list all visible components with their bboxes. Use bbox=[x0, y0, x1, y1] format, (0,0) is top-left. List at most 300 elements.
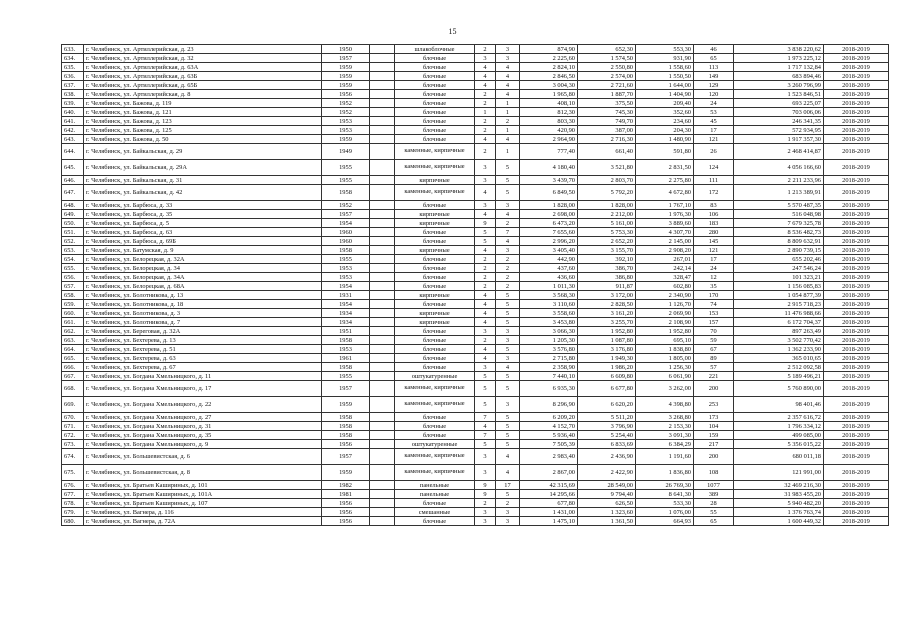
cell-residents: 149 bbox=[694, 72, 734, 81]
cell-residential-area: 2 145,00 bbox=[636, 237, 694, 246]
table-row bbox=[62, 318, 889, 327]
cell-entrances: 5 bbox=[496, 490, 520, 499]
cell-wall-material: блочные bbox=[395, 255, 475, 264]
cell-living-area: 6 609,80 bbox=[578, 372, 636, 381]
cell-cost: 680 011,18 bbox=[734, 449, 824, 465]
cell-wall-material: панельные bbox=[395, 481, 475, 490]
cell-entrances: 4 bbox=[496, 210, 520, 219]
cell-blank bbox=[370, 255, 395, 264]
cell-entrances: 4 bbox=[496, 135, 520, 144]
cell-living-area: 911,87 bbox=[578, 282, 636, 291]
cell-build-year: 1956 bbox=[322, 508, 370, 517]
cell-cost: 3 502 770,42 bbox=[734, 336, 824, 345]
cell-build-year: 1953 bbox=[322, 264, 370, 273]
cell-entrances: 3 bbox=[496, 354, 520, 363]
cell-address: г. Челябинск, ул. Барбюса, д. 5 bbox=[84, 219, 322, 228]
cell-residents: 121 bbox=[694, 135, 734, 144]
cell-living-area: 3 796,90 bbox=[578, 422, 636, 431]
cell-total-area: 1 965,80 bbox=[520, 90, 578, 99]
cell-entrances: 5 bbox=[496, 372, 520, 381]
cell-living-area: 2 212,00 bbox=[578, 210, 636, 219]
cell-total-area: 7 440,10 bbox=[520, 372, 578, 381]
cell-residents: 157 bbox=[694, 318, 734, 327]
cell-total-area: 1 431,00 bbox=[520, 508, 578, 517]
cell-build-year: 1958 bbox=[322, 185, 370, 201]
cell-floors: 1 bbox=[475, 108, 496, 117]
cell-residential-area: 3 889,60 bbox=[636, 219, 694, 228]
cell-address: г. Челябинск, ул. Богдана Хмельницкого, д. 35 bbox=[84, 431, 322, 440]
cell-cost: 1 796 334,12 bbox=[734, 422, 824, 431]
cell-row-number: 639. bbox=[62, 99, 84, 108]
table-row bbox=[62, 135, 889, 144]
cell-total-area: 1 475,10 bbox=[520, 517, 578, 526]
table-row bbox=[62, 499, 889, 508]
cell-residential-area: 695,10 bbox=[636, 336, 694, 345]
cell-build-year: 1955 bbox=[322, 372, 370, 381]
cell-wall-material: блочные bbox=[395, 273, 475, 282]
cell-row-number: 660. bbox=[62, 309, 84, 318]
cell-cost: 1 973 225,12 bbox=[734, 54, 824, 63]
cell-cost: 1 156 085,83 bbox=[734, 282, 824, 291]
cell-living-area: 2 828,50 bbox=[578, 300, 636, 309]
cell-build-year: 1954 bbox=[322, 219, 370, 228]
cell-row-number: 651. bbox=[62, 228, 84, 237]
cell-cost: 365 010,65 bbox=[734, 354, 824, 363]
cell-total-area: 1 011,30 bbox=[520, 282, 578, 291]
cell-wall-material: блочные bbox=[395, 126, 475, 135]
cell-cost: 11 476 988,66 bbox=[734, 309, 824, 318]
cell-wall-material: каменные, кирпичные bbox=[395, 185, 475, 201]
cell-address: г. Челябинск, ул. Болотникова, д. 3 bbox=[84, 309, 322, 318]
cell-floors: 3 bbox=[475, 465, 496, 481]
cell-entrances: 2 bbox=[496, 282, 520, 291]
cell-living-area: 661,40 bbox=[578, 144, 636, 160]
cell-blank bbox=[370, 282, 395, 291]
cell-total-area: 3 110,60 bbox=[520, 300, 578, 309]
cell-cost: 499 085,00 bbox=[734, 431, 824, 440]
table-row bbox=[62, 481, 889, 490]
cell-entrances: 3 bbox=[496, 508, 520, 517]
cell-floors: 2 bbox=[475, 126, 496, 135]
cell-period: 2018-2019 bbox=[824, 99, 889, 108]
cell-build-year: 1961 bbox=[322, 354, 370, 363]
cell-address: г. Челябинск, ул. Белорецкая, д. 68А bbox=[84, 282, 322, 291]
cell-residents: 129 bbox=[694, 81, 734, 90]
cell-row-number: 645. bbox=[62, 160, 84, 176]
cell-address: г. Челябинск, ул. Артиллерийская, д. 23 bbox=[84, 45, 322, 54]
cell-wall-material: блочные bbox=[395, 517, 475, 526]
cell-wall-material: каменные, кирпичные bbox=[395, 381, 475, 397]
cell-wall-material: блочные bbox=[395, 345, 475, 354]
cell-cost: 121 991,00 bbox=[734, 465, 824, 481]
cell-cost: 247 546,24 bbox=[734, 264, 824, 273]
cell-living-area: 2 422,90 bbox=[578, 465, 636, 481]
cell-residents: 28 bbox=[694, 499, 734, 508]
cell-living-area: 28 549,00 bbox=[578, 481, 636, 490]
cell-address: г. Челябинск, ул. Береговая, д. 32А bbox=[84, 327, 322, 336]
cell-total-area: 803,30 bbox=[520, 117, 578, 126]
cell-row-number: 679. bbox=[62, 508, 84, 517]
cell-living-area: 2 574,00 bbox=[578, 72, 636, 81]
cell-cost: 5 189 496,21 bbox=[734, 372, 824, 381]
cell-residential-area: 26 769,30 bbox=[636, 481, 694, 490]
cell-blank bbox=[370, 300, 395, 309]
cell-total-area: 2 846,50 bbox=[520, 72, 578, 81]
cell-blank bbox=[370, 72, 395, 81]
cell-residential-area: 1 836,80 bbox=[636, 465, 694, 481]
cell-period: 2018-2019 bbox=[824, 185, 889, 201]
cell-blank bbox=[370, 219, 395, 228]
cell-build-year: 1956 bbox=[322, 517, 370, 526]
cell-residential-area: 931,90 bbox=[636, 54, 694, 63]
cell-row-number: 663. bbox=[62, 336, 84, 345]
table-row bbox=[62, 201, 889, 210]
cell-address: г. Челябинск, ул. Артиллерийская, д. 8 bbox=[84, 90, 322, 99]
cell-cost: 516 048,98 bbox=[734, 210, 824, 219]
cell-wall-material: блочные bbox=[395, 363, 475, 372]
cell-period: 2018-2019 bbox=[824, 465, 889, 481]
cell-wall-material: кирпичные bbox=[395, 318, 475, 327]
cell-entrances: 2 bbox=[496, 264, 520, 273]
cell-residents: 57 bbox=[694, 363, 734, 372]
cell-build-year: 1949 bbox=[322, 144, 370, 160]
cell-blank bbox=[370, 309, 395, 318]
cell-build-year: 1953 bbox=[322, 117, 370, 126]
cell-build-year: 1982 bbox=[322, 481, 370, 490]
cell-build-year: 1931 bbox=[322, 291, 370, 300]
cell-period: 2018-2019 bbox=[824, 81, 889, 90]
cell-blank bbox=[370, 318, 395, 327]
cell-address: г. Челябинск, ул. Артиллерийская, д. 32 bbox=[84, 54, 322, 63]
cell-living-area: 5 254,40 bbox=[578, 431, 636, 440]
cell-wall-material: блочные bbox=[395, 282, 475, 291]
cell-wall-material: каменные, кирпичные bbox=[395, 397, 475, 413]
table-row bbox=[62, 327, 889, 336]
table-row bbox=[62, 422, 889, 431]
cell-residential-area: 209,40 bbox=[636, 99, 694, 108]
cell-address: г. Челябинск, ул. Большевистская, д. 6 bbox=[84, 449, 322, 465]
cell-period: 2018-2019 bbox=[824, 144, 889, 160]
cell-total-area: 3 558,60 bbox=[520, 309, 578, 318]
cell-residential-area: 2 153,30 bbox=[636, 422, 694, 431]
cell-blank bbox=[370, 117, 395, 126]
cell-residents: 26 bbox=[694, 144, 734, 160]
cell-blank bbox=[370, 508, 395, 517]
cell-total-area: 3 576,80 bbox=[520, 345, 578, 354]
table-row bbox=[62, 54, 889, 63]
cell-wall-material: блочные bbox=[395, 99, 475, 108]
cell-blank bbox=[370, 327, 395, 336]
cell-row-number: 666. bbox=[62, 363, 84, 372]
cell-floors: 3 bbox=[475, 160, 496, 176]
cell-build-year: 1951 bbox=[322, 327, 370, 336]
cell-period: 2018-2019 bbox=[824, 135, 889, 144]
cell-wall-material: блочные bbox=[395, 201, 475, 210]
cell-residents: 24 bbox=[694, 99, 734, 108]
cell-residents: 389 bbox=[694, 490, 734, 499]
cell-address: г. Челябинск, ул. Байкальская, д. 42 bbox=[84, 185, 322, 201]
cell-residential-area: 1 480,90 bbox=[636, 135, 694, 144]
cell-build-year: 1957 bbox=[322, 210, 370, 219]
cell-row-number: 650. bbox=[62, 219, 84, 228]
cell-floors: 3 bbox=[475, 449, 496, 465]
cell-blank bbox=[370, 465, 395, 481]
cell-floors: 2 bbox=[475, 255, 496, 264]
cell-floors: 5 bbox=[475, 397, 496, 413]
cell-row-number: 644. bbox=[62, 144, 84, 160]
cell-blank bbox=[370, 126, 395, 135]
cell-cost: 5 570 487,35 bbox=[734, 201, 824, 210]
cell-wall-material: кирпичные bbox=[395, 291, 475, 300]
cell-living-area: 6 677,80 bbox=[578, 381, 636, 397]
table-row bbox=[62, 309, 889, 318]
cell-wall-material: шлакоблочные bbox=[395, 45, 475, 54]
cell-row-number: 677. bbox=[62, 490, 84, 499]
cell-floors: 2 bbox=[475, 45, 496, 54]
cell-living-area: 749,70 bbox=[578, 117, 636, 126]
cell-cost: 1 717 132,84 bbox=[734, 63, 824, 72]
cell-residential-area: 664,93 bbox=[636, 517, 694, 526]
cell-period: 2018-2019 bbox=[824, 363, 889, 372]
cell-living-area: 2 716,30 bbox=[578, 135, 636, 144]
cell-period: 2018-2019 bbox=[824, 440, 889, 449]
cell-wall-material: блочные bbox=[395, 264, 475, 273]
cell-wall-material: панельные bbox=[395, 490, 475, 499]
cell-living-area: 3 176,80 bbox=[578, 345, 636, 354]
cell-address: г. Челябинск, ул. Байкальская, д. 29А bbox=[84, 160, 322, 176]
cell-entrances: 3 bbox=[496, 327, 520, 336]
cell-build-year: 1958 bbox=[322, 246, 370, 255]
cell-floors: 7 bbox=[475, 413, 496, 422]
cell-blank bbox=[370, 108, 395, 117]
cell-period: 2018-2019 bbox=[824, 318, 889, 327]
cell-row-number: 653. bbox=[62, 246, 84, 255]
cell-residential-area: 1 191,60 bbox=[636, 449, 694, 465]
cell-row-number: 674. bbox=[62, 449, 84, 465]
cell-blank bbox=[370, 54, 395, 63]
table-row bbox=[62, 273, 889, 282]
cell-build-year: 1959 bbox=[322, 465, 370, 481]
housing-register-table bbox=[61, 44, 889, 526]
cell-build-year: 1958 bbox=[322, 422, 370, 431]
cell-floors: 4 bbox=[475, 72, 496, 81]
cell-floors: 5 bbox=[475, 440, 496, 449]
cell-cost: 2 512 092,58 bbox=[734, 363, 824, 372]
table-row bbox=[62, 108, 889, 117]
table-body bbox=[62, 45, 889, 526]
cell-wall-material: блочные bbox=[395, 431, 475, 440]
cell-residential-area: 1 126,70 bbox=[636, 300, 694, 309]
cell-wall-material: блочные bbox=[395, 327, 475, 336]
cell-cost: 572 934,95 bbox=[734, 126, 824, 135]
cell-floors: 2 bbox=[475, 282, 496, 291]
cell-residential-area: 1 767,10 bbox=[636, 201, 694, 210]
cell-entrances: 3 bbox=[496, 45, 520, 54]
cell-living-area: 5 792,20 bbox=[578, 185, 636, 201]
cell-row-number: 652. bbox=[62, 237, 84, 246]
cell-residents: 172 bbox=[694, 185, 734, 201]
cell-living-area: 392,10 bbox=[578, 255, 636, 264]
cell-living-area: 3 172,00 bbox=[578, 291, 636, 300]
cell-address: г. Челябинск, ул. Барбюса, д. 35 bbox=[84, 210, 322, 219]
cell-address: г. Челябинск, ул. Артиллерийская, д. 63А bbox=[84, 63, 322, 72]
cell-period: 2018-2019 bbox=[824, 397, 889, 413]
cell-cost: 4 056 166,60 bbox=[734, 160, 824, 176]
cell-entrances: 4 bbox=[496, 72, 520, 81]
cell-residents: 159 bbox=[694, 431, 734, 440]
cell-residential-area: 6 061,90 bbox=[636, 372, 694, 381]
cell-residents: 65 bbox=[694, 54, 734, 63]
cell-build-year: 1958 bbox=[322, 413, 370, 422]
cell-address: г. Челябинск, ул. Барбюса, д. 63 bbox=[84, 228, 322, 237]
cell-address: г. Челябинск, ул. Бажова, д. 121 bbox=[84, 108, 322, 117]
cell-residential-area: 1 644,00 bbox=[636, 81, 694, 90]
cell-cost: 1 376 763,74 bbox=[734, 508, 824, 517]
cell-build-year: 1960 bbox=[322, 237, 370, 246]
cell-period: 2018-2019 bbox=[824, 499, 889, 508]
cell-floors: 2 bbox=[475, 264, 496, 273]
cell-build-year: 1934 bbox=[322, 318, 370, 327]
table-row bbox=[62, 397, 889, 413]
cell-entrances: 5 bbox=[496, 309, 520, 318]
table-row bbox=[62, 354, 889, 363]
cell-address: г. Челябинск, ул. Вагнера, д. 116 bbox=[84, 508, 322, 517]
cell-entrances: 3 bbox=[496, 54, 520, 63]
cell-total-area: 7 505,39 bbox=[520, 440, 578, 449]
cell-residents: 106 bbox=[694, 210, 734, 219]
cell-blank bbox=[370, 63, 395, 72]
cell-entrances: 2 bbox=[496, 255, 520, 264]
cell-build-year: 1934 bbox=[322, 309, 370, 318]
cell-wall-material: блочные bbox=[395, 54, 475, 63]
cell-row-number: 654. bbox=[62, 255, 84, 264]
cell-residential-area: 1 404,90 bbox=[636, 90, 694, 99]
cell-row-number: 664. bbox=[62, 345, 84, 354]
cell-living-area: 1 828,00 bbox=[578, 201, 636, 210]
cell-row-number: 646. bbox=[62, 176, 84, 185]
cell-row-number: 678. bbox=[62, 499, 84, 508]
cell-residents: 145 bbox=[694, 237, 734, 246]
cell-build-year: 1956 bbox=[322, 90, 370, 99]
cell-cost: 1 917 357,30 bbox=[734, 135, 824, 144]
cell-living-area: 1 952,80 bbox=[578, 327, 636, 336]
cell-row-number: 662. bbox=[62, 327, 84, 336]
cell-period: 2018-2019 bbox=[824, 72, 889, 81]
cell-residential-area: 2 108,90 bbox=[636, 318, 694, 327]
cell-cost: 8 536 482,73 bbox=[734, 228, 824, 237]
cell-address: г. Челябинск, ул. Батумская, д. 9 bbox=[84, 246, 322, 255]
cell-residents: 124 bbox=[694, 160, 734, 176]
cell-residential-area: 3 262,00 bbox=[636, 381, 694, 397]
cell-period: 2018-2019 bbox=[824, 517, 889, 526]
cell-entrances: 5 bbox=[496, 345, 520, 354]
cell-total-area: 2 225,60 bbox=[520, 54, 578, 63]
cell-living-area: 387,00 bbox=[578, 126, 636, 135]
cell-entrances: 4 bbox=[496, 363, 520, 372]
table-row bbox=[62, 490, 889, 499]
cell-residential-area: 1 256,30 bbox=[636, 363, 694, 372]
cell-build-year: 1958 bbox=[322, 363, 370, 372]
cell-period: 2018-2019 bbox=[824, 219, 889, 228]
cell-build-year: 1959 bbox=[322, 63, 370, 72]
cell-blank bbox=[370, 336, 395, 345]
cell-total-area: 3 004,30 bbox=[520, 81, 578, 90]
cell-entrances: 5 bbox=[496, 176, 520, 185]
cell-blank bbox=[370, 381, 395, 397]
cell-total-area: 3 405,40 bbox=[520, 246, 578, 255]
cell-wall-material: блочные bbox=[395, 135, 475, 144]
cell-entrances: 2 bbox=[496, 117, 520, 126]
cell-total-area: 14 295,66 bbox=[520, 490, 578, 499]
cell-total-area: 812,30 bbox=[520, 108, 578, 117]
cell-residential-area: 4 398,80 bbox=[636, 397, 694, 413]
cell-living-area: 6 833,69 bbox=[578, 440, 636, 449]
cell-floors: 2 bbox=[475, 99, 496, 108]
cell-residents: 74 bbox=[694, 300, 734, 309]
cell-build-year: 1956 bbox=[322, 499, 370, 508]
table-row bbox=[62, 90, 889, 99]
cell-blank bbox=[370, 228, 395, 237]
cell-row-number: 671. bbox=[62, 422, 84, 431]
cell-residents: 46 bbox=[694, 45, 734, 54]
cell-entrances: 5 bbox=[496, 185, 520, 201]
cell-period: 2018-2019 bbox=[824, 282, 889, 291]
cell-floors: 4 bbox=[475, 354, 496, 363]
cell-cost: 98 401,46 bbox=[734, 397, 824, 413]
cell-residents: 253 bbox=[694, 397, 734, 413]
cell-row-number: 655. bbox=[62, 264, 84, 273]
cell-blank bbox=[370, 201, 395, 210]
cell-period: 2018-2019 bbox=[824, 246, 889, 255]
cell-total-area: 2 996,20 bbox=[520, 237, 578, 246]
cell-living-area: 1 361,50 bbox=[578, 517, 636, 526]
cell-floors: 3 bbox=[475, 201, 496, 210]
cell-living-area: 1 887,70 bbox=[578, 90, 636, 99]
cell-entrances: 4 bbox=[496, 90, 520, 99]
cell-living-area: 745,30 bbox=[578, 108, 636, 117]
table-row bbox=[62, 517, 889, 526]
cell-cost: 5 940 482,20 bbox=[734, 499, 824, 508]
cell-total-area: 4 152,70 bbox=[520, 422, 578, 431]
cell-residents: 280 bbox=[694, 228, 734, 237]
cell-blank bbox=[370, 363, 395, 372]
cell-row-number: 634. bbox=[62, 54, 84, 63]
cell-wall-material: кирпичные bbox=[395, 210, 475, 219]
cell-build-year: 1959 bbox=[322, 72, 370, 81]
cell-entrances: 5 bbox=[496, 413, 520, 422]
cell-wall-material: каменные, кирпичные bbox=[395, 465, 475, 481]
cell-entrances: 4 bbox=[496, 237, 520, 246]
cell-floors: 9 bbox=[475, 219, 496, 228]
cell-floors: 4 bbox=[475, 309, 496, 318]
cell-total-area: 8 296,90 bbox=[520, 397, 578, 413]
cell-total-area: 3 568,30 bbox=[520, 291, 578, 300]
cell-row-number: 680. bbox=[62, 517, 84, 526]
cell-entrances: 4 bbox=[496, 63, 520, 72]
cell-living-area: 626,50 bbox=[578, 499, 636, 508]
cell-build-year: 1952 bbox=[322, 108, 370, 117]
cell-build-year: 1956 bbox=[322, 440, 370, 449]
cell-blank bbox=[370, 264, 395, 273]
cell-residents: 221 bbox=[694, 372, 734, 381]
cell-total-area: 1 205,30 bbox=[520, 336, 578, 345]
cell-period: 2018-2019 bbox=[824, 345, 889, 354]
cell-residents: 53 bbox=[694, 108, 734, 117]
cell-row-number: 636. bbox=[62, 72, 84, 81]
cell-blank bbox=[370, 144, 395, 160]
cell-entrances: 4 bbox=[496, 449, 520, 465]
cell-residential-area: 267,01 bbox=[636, 255, 694, 264]
